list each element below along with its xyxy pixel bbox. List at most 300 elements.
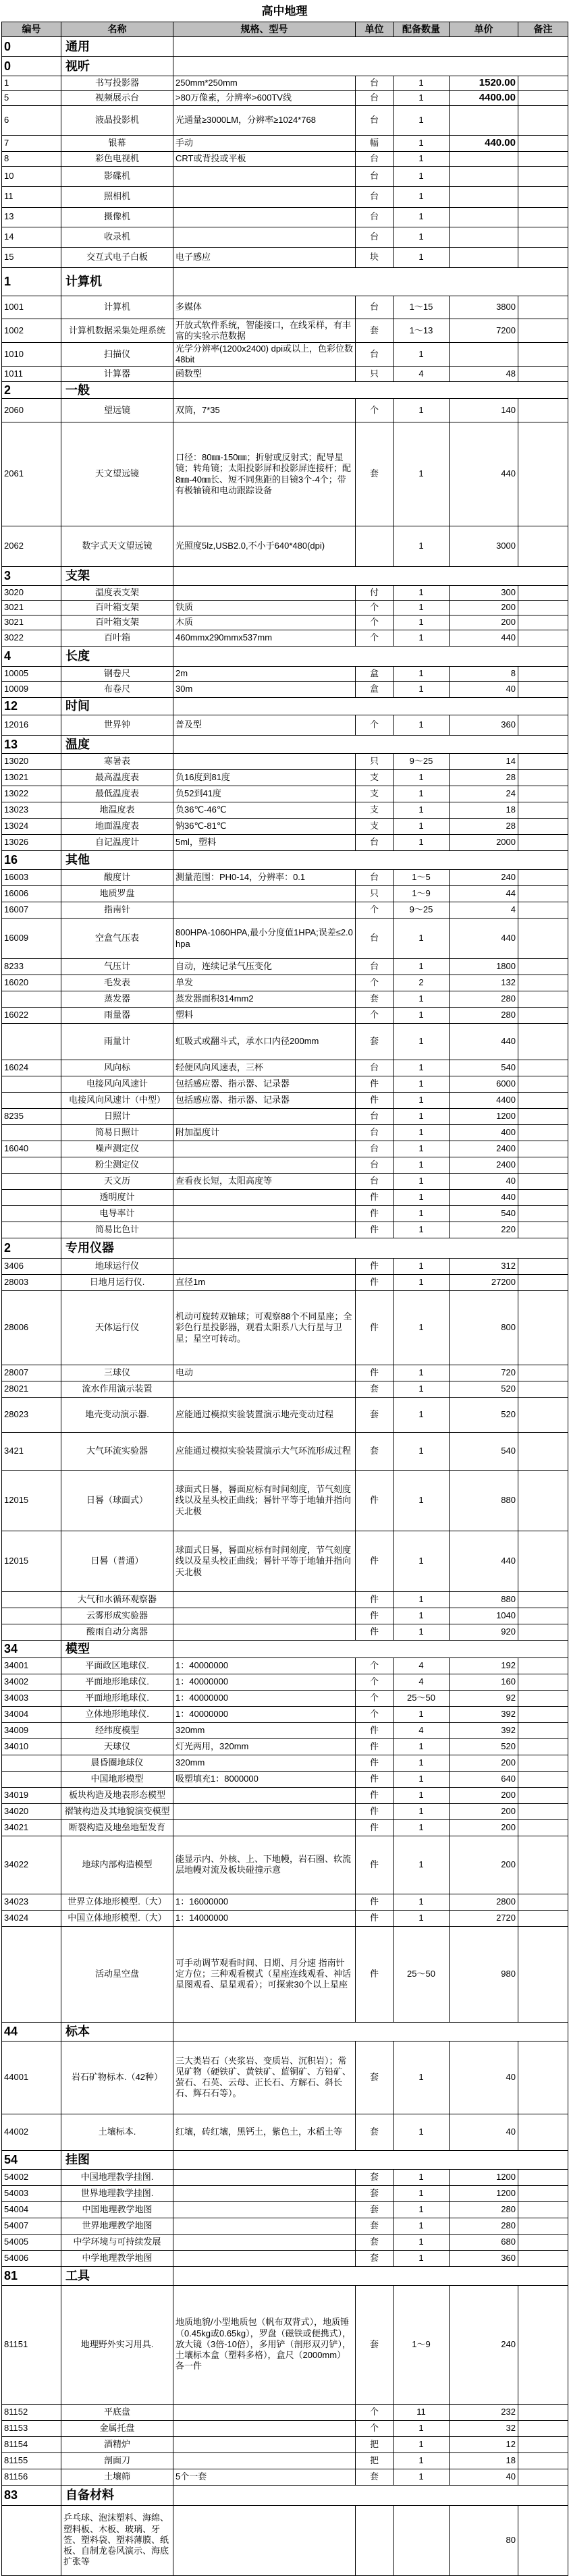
cell-note xyxy=(518,1275,568,1291)
cell-code: 8 xyxy=(2,151,61,166)
cell-spec: 机动可旋转双轴球；可观察88个不同星座；全彩色行星投影器，观看太阳系八大行星与卫星；星空可转动。 xyxy=(173,1291,356,1365)
section-name: 一般 xyxy=(61,381,173,399)
cell-code: 16022 xyxy=(2,1008,61,1024)
cell-unit: 台 xyxy=(356,1174,394,1190)
cell-price: 440 xyxy=(450,919,518,959)
cell-code: 34004 xyxy=(2,1706,61,1722)
cell-name: 收录机 xyxy=(61,227,173,247)
cell-name: 数字式天文望远镜 xyxy=(61,526,173,567)
cell-price: 200 xyxy=(450,615,518,630)
cell-spec: 800HPA-1060HPA,最小分度值1HPA;误差≤2.0hpa xyxy=(173,919,356,959)
cell-spec: 球面式日晷，晷面应标有时间刻度，节气刻度线以及星头校正曲线；晷针平等于地轴并指向天北极 xyxy=(173,1531,356,1592)
cell-note xyxy=(518,319,568,343)
section-name: 通用 xyxy=(61,37,173,57)
table-row xyxy=(2,1894,568,1910)
cell-code xyxy=(2,1755,61,1771)
cell-price: 232 xyxy=(450,2404,518,2420)
section-code: 16 xyxy=(2,851,61,870)
cell-price: 132 xyxy=(450,975,518,991)
cell-price: 540 xyxy=(450,1060,518,1076)
cell-code: 34024 xyxy=(2,1910,61,1926)
cell-unit: 件 xyxy=(356,1624,394,1641)
table-row xyxy=(2,1608,568,1624)
cell-quantity: 1 xyxy=(394,715,450,736)
cell-spec: 塑料 xyxy=(173,1008,356,1024)
cell-name: 计算机数据采集处理系统 xyxy=(61,319,173,343)
cell-price: 440.00 xyxy=(450,135,518,151)
cell-unit: 件 xyxy=(356,1910,394,1926)
cell-price: 2000 xyxy=(450,835,518,851)
table-row xyxy=(2,151,568,166)
cell-unit: 个 xyxy=(356,399,394,422)
cell-code: 12015 xyxy=(2,1531,61,1592)
section-filler xyxy=(173,736,568,754)
cell-name: 风向标 xyxy=(61,1060,173,1076)
cell-name: 空盒气压表 xyxy=(61,919,173,959)
cell-quantity: 1 xyxy=(394,1836,450,1894)
cell-spec: 附加温度计 xyxy=(173,1125,356,1141)
cell-note xyxy=(518,586,568,601)
cell-code: 1 xyxy=(2,76,61,91)
table-row xyxy=(2,247,568,267)
cell-name: 酸雨自动分离器 xyxy=(61,1624,173,1641)
cell-quantity: 1 xyxy=(394,2452,450,2469)
cell-price: 280 xyxy=(450,2201,518,2218)
cell-code: 28007 xyxy=(2,1365,61,1381)
cell-quantity: 1 xyxy=(394,1803,450,1819)
cell-note xyxy=(518,366,568,381)
cell-note xyxy=(518,2201,568,2218)
cell-spec: 查看夜长短，太阳高度等 xyxy=(173,1174,356,1190)
cell-name: 地温度表 xyxy=(61,802,173,819)
cell-note xyxy=(518,151,568,166)
cell-code xyxy=(2,1125,61,1141)
cell-price: 192 xyxy=(450,1657,518,1674)
cell-spec: 手动 xyxy=(173,135,356,151)
cell-quantity: 1 xyxy=(394,1738,450,1755)
cell-note xyxy=(518,1706,568,1722)
cell-code: 2061 xyxy=(2,422,61,526)
section-row xyxy=(2,1641,568,1658)
table-row xyxy=(2,2436,568,2452)
cell-code: 16006 xyxy=(2,886,61,902)
cell-code xyxy=(2,1157,61,1174)
cell-name: 板块构造及地表形态模型 xyxy=(61,1787,173,1803)
cell-note xyxy=(518,1222,568,1238)
section-row xyxy=(2,1238,568,1259)
cell-quantity: 1 xyxy=(394,247,450,267)
cell-quantity: 1 xyxy=(394,630,450,647)
cell-price: 392 xyxy=(450,1706,518,1722)
section-row xyxy=(2,698,568,715)
cell-unit: 套 xyxy=(356,2234,394,2250)
cell-note xyxy=(518,819,568,835)
cell-code: 1002 xyxy=(2,319,61,343)
cell-quantity: 1 xyxy=(394,1910,450,1926)
cell-unit: 支 xyxy=(356,770,394,786)
cell-unit: 个 xyxy=(356,1008,394,1024)
cell-price: 220 xyxy=(450,1222,518,1238)
cell-spec: 电动 xyxy=(173,1365,356,1381)
cell-quantity: 2 xyxy=(394,975,450,991)
cell-spec: 蒸发器面积314mm2 xyxy=(173,991,356,1008)
cell-note xyxy=(518,1076,568,1093)
section-name: 视听 xyxy=(61,57,173,76)
table-row xyxy=(2,366,568,381)
cell-spec xyxy=(173,2404,356,2420)
table-row xyxy=(2,586,568,601)
table-row xyxy=(2,105,568,135)
cell-name: 土壤标本. xyxy=(61,2114,173,2150)
cell-code xyxy=(2,1592,61,1608)
cell-price: 1040 xyxy=(450,1608,518,1624)
cell-unit xyxy=(356,2505,394,2575)
cell-note xyxy=(518,2234,568,2250)
cell-unit: 件 xyxy=(356,1076,394,1093)
cell-note xyxy=(518,1381,568,1398)
cell-note xyxy=(518,166,568,186)
cell-unit: 台 xyxy=(356,105,394,135)
cell-code xyxy=(2,1608,61,1624)
cell-quantity: 1 xyxy=(394,1206,450,1222)
cell-spec xyxy=(173,1608,356,1624)
section-filler xyxy=(173,37,568,57)
cell-unit: 件 xyxy=(356,1755,394,1771)
cell-name: 大气环流实验器 xyxy=(61,1433,173,1471)
cell-name: 日晷（普通） xyxy=(61,1531,173,1592)
section-name: 模型 xyxy=(61,1641,173,1658)
cell-note xyxy=(518,2505,568,2575)
cell-quantity: 1 xyxy=(394,1755,450,1771)
cell-spec xyxy=(173,207,356,227)
cell-quantity: 1 xyxy=(394,1819,450,1836)
cell-code: 1010 xyxy=(2,343,61,367)
table-row xyxy=(2,2250,568,2266)
cell-note xyxy=(518,715,568,736)
cell-price: 3000 xyxy=(450,526,518,567)
cell-name: 书写投影器 xyxy=(61,76,173,91)
cell-spec: 双筒，7*35 xyxy=(173,399,356,422)
section-code: 1 xyxy=(2,267,61,296)
table-row xyxy=(2,1471,568,1531)
cell-note xyxy=(518,1433,568,1471)
cell-code: 3020 xyxy=(2,586,61,601)
cell-code: 34021 xyxy=(2,1819,61,1836)
cell-spec: 红壤，砖红壤，黑钙土，紫色土，水稻土等 xyxy=(173,2114,356,2150)
cell-code: 16024 xyxy=(2,1060,61,1076)
cell-quantity: 1 xyxy=(394,1471,450,1531)
cell-price: 520 xyxy=(450,1381,518,1398)
cell-quantity: 1 xyxy=(394,1531,450,1592)
cell-spec xyxy=(173,2250,356,2266)
cell-code: 13020 xyxy=(2,754,61,770)
cell-spec xyxy=(173,1787,356,1803)
cell-note xyxy=(518,1398,568,1433)
cell-quantity: 1 xyxy=(394,1592,450,1608)
cell-note xyxy=(518,902,568,919)
cell-name: 世界地理教学地图 xyxy=(61,2218,173,2234)
section-filler xyxy=(173,381,568,399)
cell-name: 自记温度计 xyxy=(61,835,173,851)
cell-note xyxy=(518,2285,568,2404)
cell-spec xyxy=(173,1819,356,1836)
cell-note xyxy=(518,1365,568,1381)
cell-spec: 30m xyxy=(173,682,356,698)
cell-note xyxy=(518,227,568,247)
cell-quantity: 1 xyxy=(394,1109,450,1125)
cell-price: 300 xyxy=(450,586,518,601)
cell-price xyxy=(450,247,518,267)
cell-unit: 个 xyxy=(356,715,394,736)
cell-name: 百叶箱 xyxy=(61,630,173,647)
cell-unit: 台 xyxy=(356,1060,394,1076)
section-code: 83 xyxy=(2,2485,61,2505)
cell-price: 28 xyxy=(450,819,518,835)
cell-quantity: 1 xyxy=(394,399,450,422)
cell-note xyxy=(518,343,568,367)
cell-spec xyxy=(173,1381,356,1398)
cell-note xyxy=(518,1190,568,1206)
cell-name: 中国地形模型 xyxy=(61,1771,173,1787)
cell-spec: 开放式软件系统，智能接口，在线采样，有丰富的实验示范数据 xyxy=(173,319,356,343)
cell-name: 世界立体地形模型.（大） xyxy=(61,1894,173,1910)
cell-name: 经纬度模型 xyxy=(61,1722,173,1738)
table-row xyxy=(2,2452,568,2469)
cell-note xyxy=(518,919,568,959)
cell-code xyxy=(2,1926,61,2022)
cell-quantity: 1 xyxy=(394,586,450,601)
cell-note xyxy=(518,1531,568,1592)
cell-spec: 负52到41度 xyxy=(173,786,356,802)
cell-name: 百叶箱支架 xyxy=(61,615,173,630)
cell-note xyxy=(518,1738,568,1755)
cell-spec: 320mm xyxy=(173,1722,356,1738)
cell-unit: 台 xyxy=(356,343,394,367)
cell-quantity: 1 xyxy=(394,1259,450,1275)
cell-quantity: 1～9 xyxy=(394,2285,450,2404)
section-name: 其他 xyxy=(61,851,173,870)
cell-spec xyxy=(173,2452,356,2469)
cell-quantity: 1 xyxy=(394,2201,450,2218)
section-row xyxy=(2,37,568,57)
table-row xyxy=(2,1819,568,1836)
cell-code xyxy=(2,1174,61,1190)
table-row xyxy=(2,819,568,835)
cell-quantity: 1 xyxy=(394,1125,450,1141)
cell-price: 200 xyxy=(450,1836,518,1894)
cell-unit: 个 xyxy=(356,1690,394,1706)
cell-name: 酸度计 xyxy=(61,870,173,886)
cell-spec: 虹吸式或翻斗式，承水口内径200mm xyxy=(173,1024,356,1060)
cell-quantity: 1 xyxy=(394,1174,450,1190)
cell-note xyxy=(518,1109,568,1125)
cell-quantity: 1 xyxy=(394,1398,450,1433)
cell-price: 32 xyxy=(450,2420,518,2436)
section-filler xyxy=(173,1641,568,1658)
cell-spec xyxy=(173,227,356,247)
cell-quantity: 1 xyxy=(394,919,450,959)
cell-spec: 负36℃-46℃ xyxy=(173,802,356,819)
cell-unit: 个 xyxy=(356,630,394,647)
table-row xyxy=(2,1141,568,1157)
cell-name: 世界地理教学挂图. xyxy=(61,2185,173,2201)
cell-price: 7200 xyxy=(450,319,518,343)
table-row xyxy=(2,2285,568,2404)
table-row xyxy=(2,1398,568,1433)
cell-code: 13023 xyxy=(2,802,61,819)
equipment-table xyxy=(1,22,568,2576)
cell-price: 200 xyxy=(450,601,518,615)
cell-code: 8235 xyxy=(2,1109,61,1125)
cell-unit: 套 xyxy=(356,1398,394,1433)
cell-price: 640 xyxy=(450,1771,518,1787)
cell-quantity: 1 xyxy=(394,959,450,975)
table-row xyxy=(2,667,568,682)
section-name: 自备材料 xyxy=(61,2485,173,2505)
cell-quantity: 1 xyxy=(394,2114,450,2150)
section-name: 支架 xyxy=(61,567,173,586)
table-row xyxy=(2,135,568,151)
cell-note xyxy=(518,1093,568,1109)
cell-unit: 件 xyxy=(356,1803,394,1819)
cell-unit: 件 xyxy=(356,1206,394,1222)
cell-spec xyxy=(173,2185,356,2201)
table-row xyxy=(2,630,568,647)
cell-code xyxy=(2,2505,61,2575)
table-row xyxy=(2,1657,568,1674)
cell-note xyxy=(518,1125,568,1141)
cell-spec: 测量范围：PH0-14，分辨率：0.1 xyxy=(173,870,356,886)
cell-name: 照相机 xyxy=(61,186,173,207)
cell-spec: 包括感应器、指示器、记录器 xyxy=(173,1093,356,1109)
cell-code: 10005 xyxy=(2,667,61,682)
section-filler xyxy=(173,1238,568,1259)
table-row xyxy=(2,2041,568,2114)
cell-name: 钢卷尺 xyxy=(61,667,173,682)
cell-name: 银幕 xyxy=(61,135,173,151)
section-row xyxy=(2,2266,568,2285)
cell-code: 16040 xyxy=(2,1141,61,1157)
table-row xyxy=(2,1275,568,1291)
cell-code: 16003 xyxy=(2,870,61,886)
cell-note xyxy=(518,1926,568,2022)
cell-code: 5 xyxy=(2,90,61,105)
cell-name: 日照计 xyxy=(61,1109,173,1125)
cell-spec xyxy=(173,1592,356,1608)
cell-note xyxy=(518,835,568,851)
cell-name: 摄像机 xyxy=(61,207,173,227)
cell-quantity: 1 xyxy=(394,770,450,786)
cell-code: 81154 xyxy=(2,2436,61,2452)
cell-note xyxy=(518,1008,568,1024)
cell-price: 240 xyxy=(450,2285,518,2404)
table-row xyxy=(2,1125,568,1141)
table-row xyxy=(2,1206,568,1222)
cell-unit: 个 xyxy=(356,975,394,991)
section-filler xyxy=(173,851,568,870)
cell-price: 12 xyxy=(450,2436,518,2452)
cell-note xyxy=(518,959,568,975)
cell-price: 80 xyxy=(450,2505,518,2575)
cell-unit: 套 xyxy=(356,422,394,526)
cell-spec: 应能通过模拟实验装置演示地壳变动过程 xyxy=(173,1398,356,1433)
cell-note xyxy=(518,975,568,991)
cell-name: 粉尘测定仪 xyxy=(61,1157,173,1174)
cell-name: 蒸发器 xyxy=(61,991,173,1008)
table-row xyxy=(2,959,568,975)
cell-code xyxy=(2,1093,61,1109)
cell-note xyxy=(518,1819,568,1836)
cell-note xyxy=(518,2169,568,2185)
section-name: 标本 xyxy=(61,2022,173,2041)
cell-note xyxy=(518,1674,568,1690)
cell-unit: 个 xyxy=(356,1657,394,1674)
section-row xyxy=(2,2485,568,2505)
cell-quantity: 1 xyxy=(394,2250,450,2266)
cell-name: 中学环境与可持续发展 xyxy=(61,2234,173,2250)
cell-name: 金属托盘 xyxy=(61,2420,173,2436)
cell-name: 寒暑表 xyxy=(61,754,173,770)
table-row xyxy=(2,2185,568,2201)
cell-name: 立体地形地球仪. xyxy=(61,1706,173,1722)
cell-quantity: 11 xyxy=(394,2404,450,2420)
cell-name: 褶皱构造及其地貌演变模型 xyxy=(61,1803,173,1819)
cell-quantity: 1 xyxy=(394,1093,450,1109)
cell-quantity: 1 xyxy=(394,1381,450,1398)
section-code: 54 xyxy=(2,2150,61,2169)
table-row xyxy=(2,1910,568,1926)
table-row xyxy=(2,1690,568,1706)
cell-unit: 套 xyxy=(356,2114,394,2150)
cell-price: 28 xyxy=(450,770,518,786)
cell-price xyxy=(450,227,518,247)
cell-code: 16020 xyxy=(2,975,61,991)
cell-code: 13022 xyxy=(2,786,61,802)
cell-unit: 套 xyxy=(356,2250,394,2266)
cell-note xyxy=(518,76,568,91)
cell-spec: 木质 xyxy=(173,615,356,630)
cell-code: 44002 xyxy=(2,2114,61,2150)
cell-name: 剖面刀 xyxy=(61,2452,173,2469)
cell-quantity: 1 xyxy=(394,1894,450,1910)
cell-name: 简易比色计 xyxy=(61,1222,173,1238)
cell-unit: 套 xyxy=(356,1433,394,1471)
cell-code: 28023 xyxy=(2,1398,61,1433)
cell-spec: 口径：80㎜-150㎜；折射或反射式；配导星镜；转角镜；太阳投影屏和投影屏连接杆；配8㎜-40㎜长、短不同焦距的目镜3个-4个；带有极轴镜和电动跟踪设备 xyxy=(173,422,356,526)
cell-name: 地球运行仪 xyxy=(61,1259,173,1275)
cell-unit: 件 xyxy=(356,1771,394,1787)
cell-name: 温度表支架 xyxy=(61,586,173,601)
cell-name: 地壳变动演示器. xyxy=(61,1398,173,1433)
cell-code: 54003 xyxy=(2,2185,61,2201)
cell-quantity: 1 xyxy=(394,186,450,207)
cell-quantity: 1 xyxy=(394,1706,450,1722)
cell-name: 平面地形地球仪. xyxy=(61,1674,173,1690)
cell-spec xyxy=(173,2218,356,2234)
table-row xyxy=(2,1592,568,1608)
cell-name: 乒乓球、泡沫塑料、海绵、塑料板、木板、玻璃、牙签、塑料袋、塑料薄膜、纸板、自制龙卷风演示、海底扩张等 xyxy=(61,2505,173,2575)
cell-spec: 250mm*250mm xyxy=(173,76,356,91)
cell-note xyxy=(518,870,568,886)
cell-price: 48 xyxy=(450,366,518,381)
section-filler xyxy=(173,2150,568,2169)
cell-note xyxy=(518,601,568,615)
cell-unit: 个 xyxy=(356,1706,394,1722)
cell-name: 气压计 xyxy=(61,959,173,975)
cell-quantity: 1 xyxy=(394,135,450,151)
cell-note xyxy=(518,886,568,902)
cell-unit: 件 xyxy=(356,1275,394,1291)
